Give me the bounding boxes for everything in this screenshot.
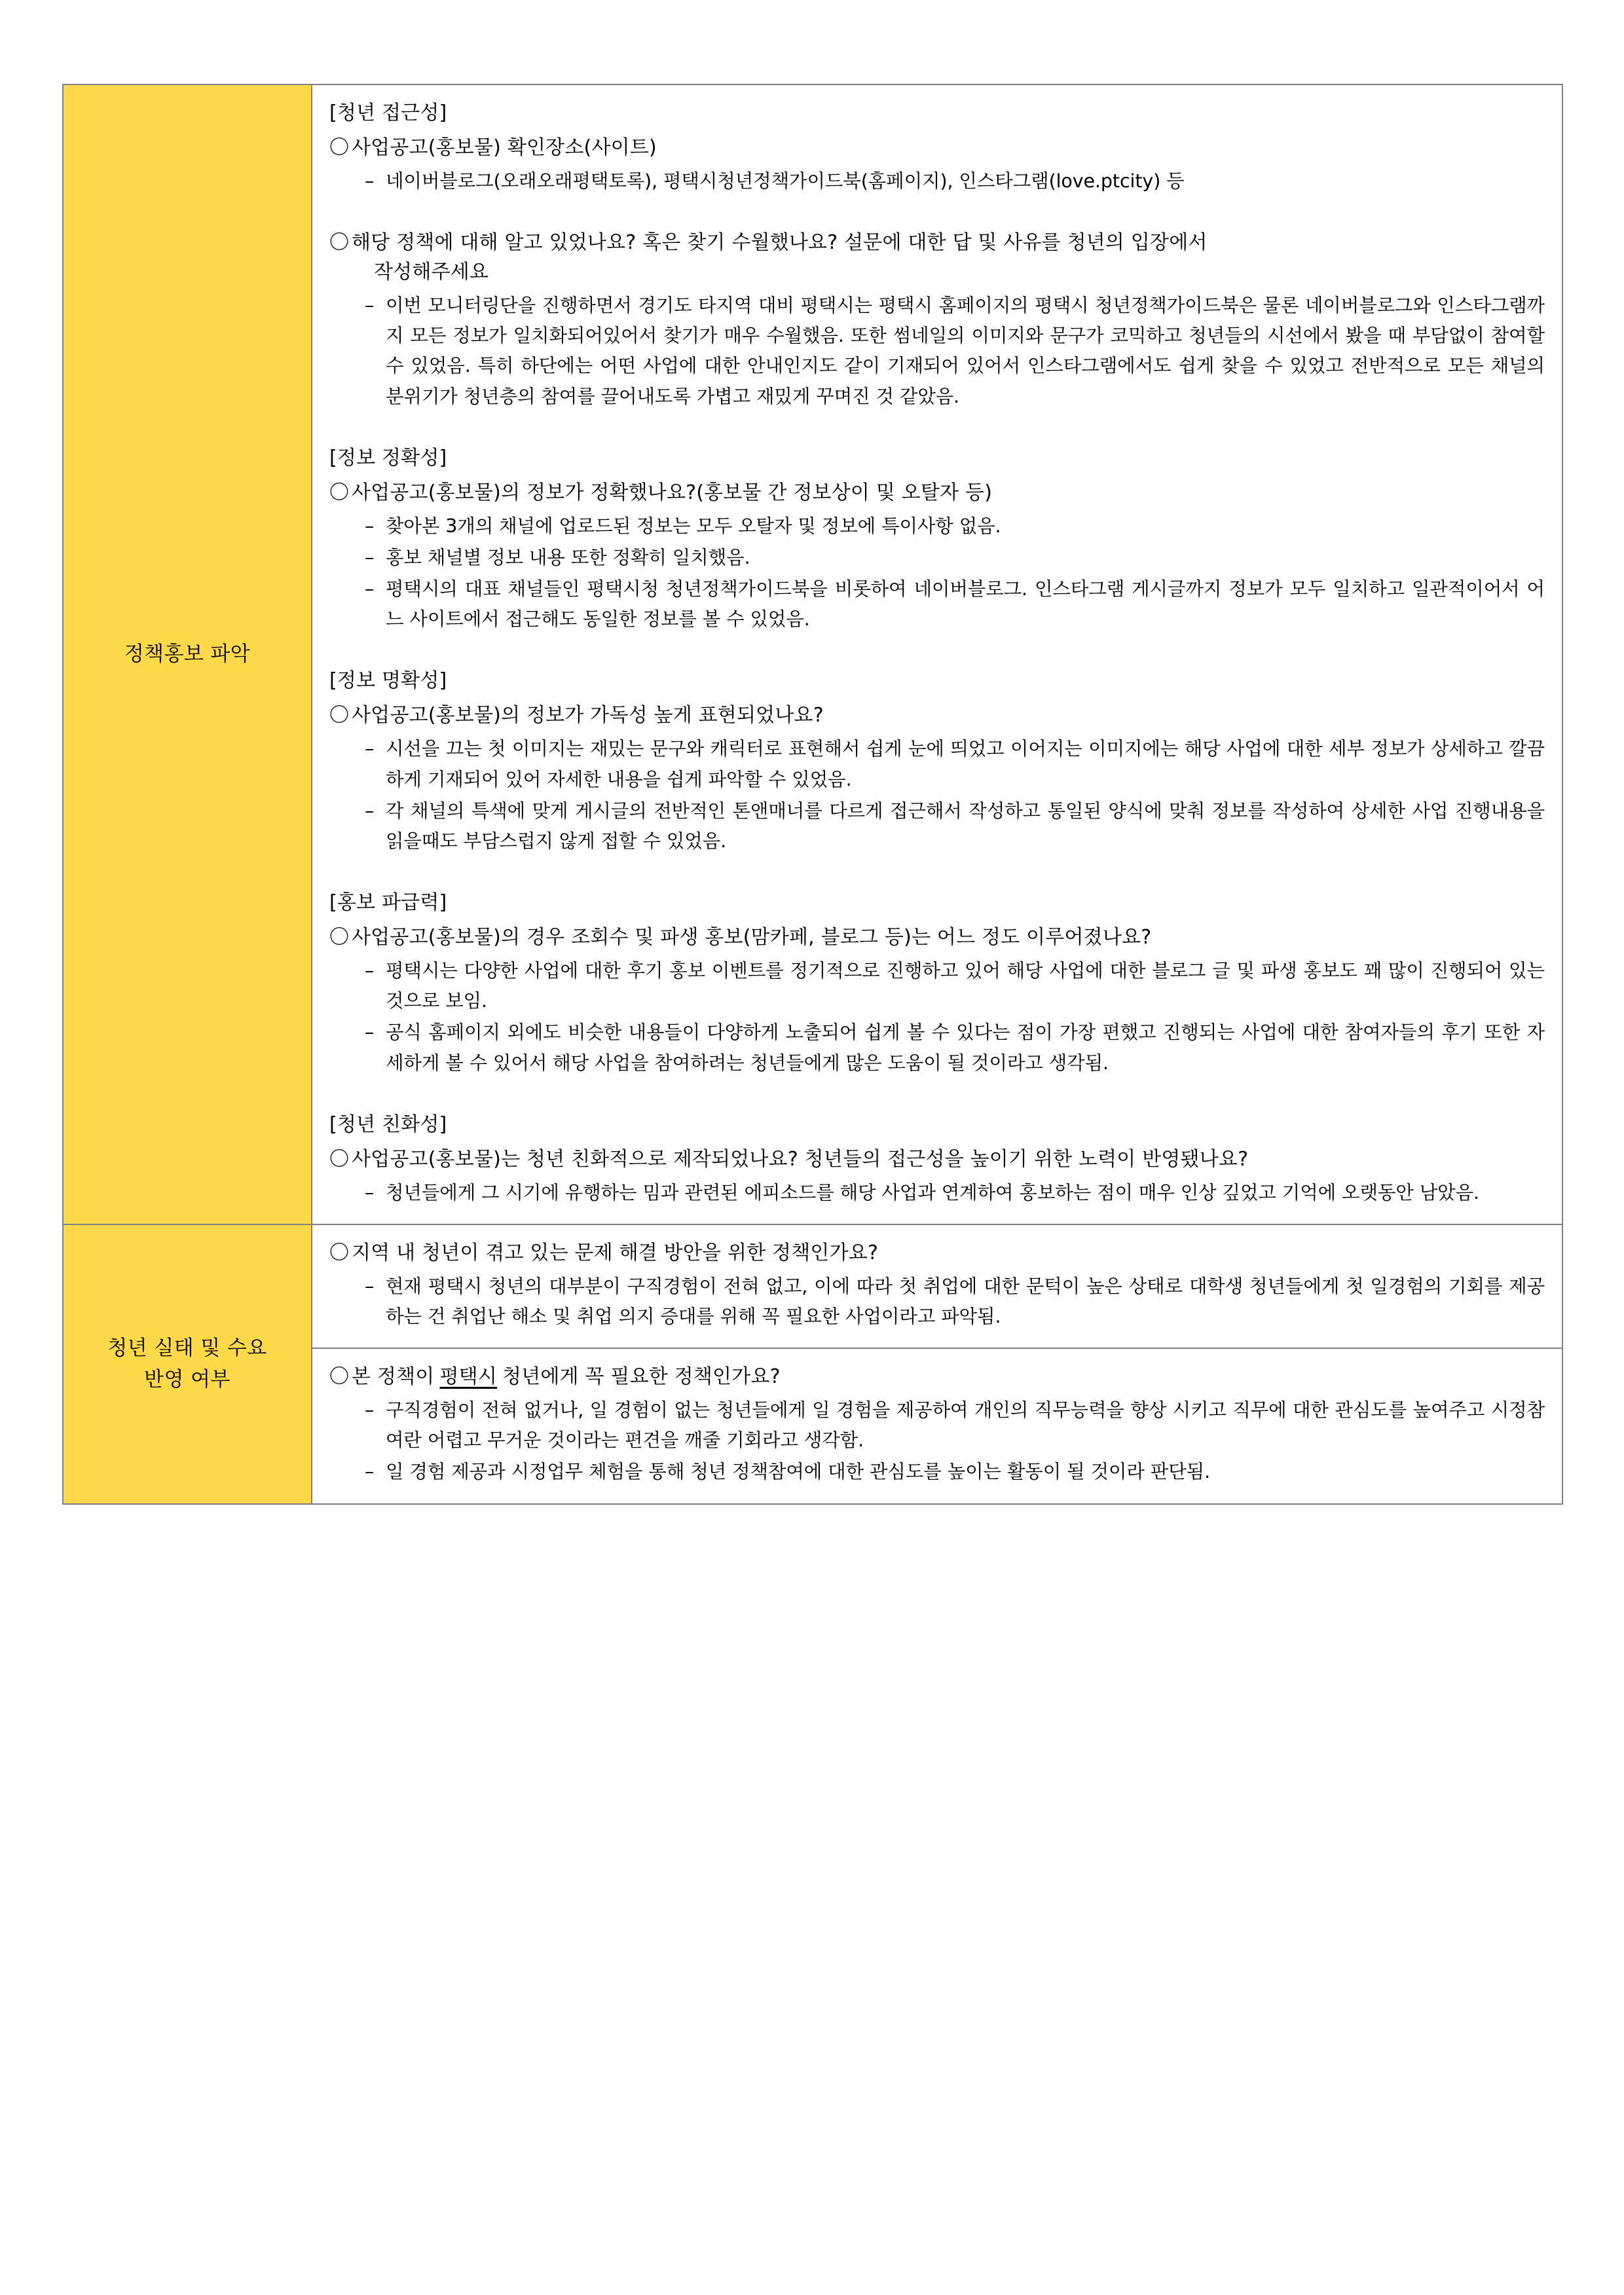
section-heading: [정보 정확성] <box>329 446 447 469</box>
section-heading: [청년 접근성] <box>329 101 447 124</box>
question-item <box>329 133 1545 162</box>
answer-item <box>329 291 1545 412</box>
answer-item <box>329 1395 1545 1456</box>
answer-text: 시선을 끄는 첫 이미지는 재밌는 문구와 캐릭터로 표현해서 쉽게 눈에 띄었고 이어지는 이미지에는 해당 사업에 대한 세부 정보가 상세하고 깔끔하게 기재되어 있어 자세한 내용을 쉽게 파악할 수 있었음. <box>386 738 1545 790</box>
answer-text: 찾아본 3개의 채널에 업로드된 정보는 모두 오탈자 및 정보에 특이사항 없음. <box>386 515 1001 537</box>
question-item <box>329 478 1545 507</box>
dash-bullet-icon: – <box>365 1399 375 1422</box>
row-label-text: 정책홍보 파악 <box>124 642 251 667</box>
question-item <box>329 1362 1545 1391</box>
dash-bullet-icon: – <box>365 799 375 822</box>
question-text: 사업공고(홍보물)의 정보가 가독성 높게 표현되었나요? <box>352 704 824 727</box>
dash-bullet-icon: – <box>365 170 375 192</box>
question-text: 사업공고(홍보물) 확인장소(사이트) <box>352 136 657 159</box>
answer-item <box>329 574 1545 634</box>
circle-bullet-icon: 〇 <box>329 1241 350 1264</box>
section-information-clarity <box>329 666 1545 856</box>
evaluation-table <box>62 84 1563 1505</box>
circle-bullet-icon: 〇 <box>329 136 350 159</box>
answer-item <box>329 956 1545 1016</box>
section-heading: [홍보 파급력] <box>329 891 447 915</box>
spacer <box>329 636 1545 666</box>
answer-item <box>329 1178 1545 1208</box>
row-content-youth-needs-b <box>312 1348 1562 1503</box>
circle-bullet-icon: 〇 <box>329 704 350 727</box>
section-heading: [정보 명확성] <box>329 669 447 693</box>
question-text-pre: 본 정책이 <box>352 1365 435 1389</box>
dash-bullet-icon: – <box>365 1181 375 1203</box>
answer-text: 평택시의 대표 채널들인 평택시청 청년정책가이드북을 비롯하여 네이버블로그. 인스타그램 게시글까지 정보가 모두 일치하고 일관적이어서 어느 사이트에서 접근해도 동일한 정보를 볼 수 있었음. <box>386 578 1545 631</box>
section-heading: [청년 친화성] <box>329 1112 447 1136</box>
answer-text: 이번 모니터링단을 진행하면서 경기도 타지역 대비 평택시는 평택시 홈페이지의 평택시 청년정책가이드북은 물론 네이버블로그와 인스타그램까지 모든 정보가 일치화되어있어서 찾기가 매우 수월했음. 또한 썸네일의 이미지와 문구가 코믹하고 청년들의 시선에서 봤을 때 부담없이 참여할 수 있었음. 특히 하단에는 어떤 사업에 대한 안내인지도 같이 기재되어 있어서 인스타그램에서도 쉽게 찾을 수 있었고 전반적으로 모든 채널의 분위기가 청년층의 참여를 끌어내도록 가볍고 재밌게 꾸며진 것 같았음. <box>386 295 1545 407</box>
row-content-policy-promotion <box>312 84 1562 1224</box>
question-text: 해당 정책에 대해 알고 있었나요? 혹은 찾기 수월했나요? 설문에 대한 답 및 사유를 청년의 입장에서 <box>352 231 1208 255</box>
circle-bullet-icon: 〇 <box>329 231 350 255</box>
row-label-youth-needs <box>63 1224 312 1504</box>
question-text: 사업공고(홍보물)는 청년 친화적으로 제작되었나요? 청년들의 접근성을 높이기 위한 노력이 반영됐나요? <box>352 1147 1249 1171</box>
section-youth-accessibility <box>329 98 1545 412</box>
answer-text: 네이버블로그(오래오래평택토록), 평택시청년정책가이드북(홈페이지), 인스타그램(love.ptcity) 등 <box>386 170 1185 192</box>
question-text-post: 청년에게 꼭 필요한 정책인가요? <box>502 1365 781 1389</box>
answer-item <box>329 511 1545 542</box>
question-text: 지역 내 청년이 겪고 있는 문제 해결 방안을 위한 정책인가요? <box>352 1241 879 1264</box>
dash-bullet-icon: – <box>365 1275 375 1297</box>
spacer <box>329 198 1545 228</box>
answer-text: 평택시는 다양한 사업에 대한 후기 홍보 이벤트를 정기적으로 진행하고 있어 해당 사업에 대한 블로그 글 및 파생 홍보도 꽤 많이 진행되어 있는 것으로 보임. <box>386 960 1545 1012</box>
answer-text: 청년들에게 그 시기에 유행하는 밈과 관련된 에피소드를 해당 사업과 연계하여 홍보하는 점이 매우 인상 깊었고 기억에 오랫동안 남았음. <box>386 1181 1479 1203</box>
dash-bullet-icon: – <box>365 1021 375 1044</box>
circle-bullet-icon: 〇 <box>329 1365 350 1389</box>
answer-item <box>329 166 1545 196</box>
table-row <box>63 84 1562 1224</box>
section-information-accuracy <box>329 443 1545 635</box>
row-content-youth-needs-a <box>312 1224 1562 1348</box>
spacer <box>329 1080 1545 1110</box>
answer-text: 현재 평택시 청년의 대부분이 구직경험이 전혀 없고, 이에 따라 첫 취업에 대한 문턱이 높은 상태로 대학생 청년들에게 첫 일경험의 기회를 제공하는 건 취업난 해소 및 취업 의지 증대를 위해 꼭 필요한 사업이라고 파악됨. <box>386 1275 1545 1327</box>
circle-bullet-icon: 〇 <box>329 1147 350 1171</box>
question-text: 사업공고(홍보물)의 정보가 정확했나요?(홍보물 간 정보상이 및 오탈자 등) <box>352 481 993 504</box>
section-youth-friendliness <box>329 1110 1545 1208</box>
dash-bullet-icon: – <box>365 546 375 568</box>
answer-item <box>329 543 1545 573</box>
question-item <box>329 923 1545 952</box>
question-item <box>329 1238 1545 1268</box>
answer-text: 일 경험 제공과 시정업무 체험을 통해 청년 정책참여에 대한 관심도를 높이는 활동이 될 것이라 판단됨. <box>386 1461 1211 1483</box>
dash-bullet-icon: – <box>365 738 375 760</box>
question-item <box>329 701 1545 730</box>
answer-text: 홍보 채널별 정보 내용 또한 정확히 일치했음. <box>386 546 750 568</box>
row-label-policy-promotion <box>63 84 312 1224</box>
dash-bullet-icon: – <box>365 960 375 982</box>
question-text: 사업공고(홍보물)의 경우 조회수 및 파생 홍보(맘카페, 블로그 등)는 어느 정도 이루어졌나요? <box>352 926 1152 949</box>
answer-text: 공식 홈페이지 외에도 비슷한 내용들이 다양하게 노출되어 쉽게 볼 수 있다는 점이 가장 편했고 진행되는 사업에 대한 참여자들의 후기 또한 자세하게 볼 수 있어서 해당 사업을 참여하려는 청년들에게 많은 도움이 될 것이라고 생각됨. <box>386 1021 1545 1074</box>
question-item <box>329 1145 1545 1174</box>
question-text-cont: 작성해주세요 <box>374 261 489 284</box>
dash-bullet-icon: – <box>365 1461 375 1483</box>
table-row <box>63 1224 1562 1348</box>
answer-item <box>329 734 1545 794</box>
answer-text: 구직경험이 전혀 없거나, 일 경험이 없는 청년들에게 일 경험을 제공하여 개인의 직무능력을 향상 시키고 직무에 대한 관심도를 높여주고 시정참여란 어렵고 무거운 것이라는 편견을 깨줄 기회라고 생각함. <box>386 1399 1545 1452</box>
answer-text: 각 채널의 특색에 맞게 게시글의 전반적인 톤앤매너를 다르게 접근해서 작성하고 통일된 양식에 맞춰 정보를 작성하여 상세한 사업 진행내용을 읽을때도 부담스럽지 않게 접할 수 있었음. <box>386 799 1545 852</box>
answer-item <box>329 796 1545 856</box>
section-promotion-reach <box>329 888 1545 1078</box>
circle-bullet-icon: 〇 <box>329 926 350 949</box>
answer-item <box>329 1457 1545 1487</box>
question-underlined-term: 평택시 <box>439 1365 498 1389</box>
dash-bullet-icon: – <box>365 515 375 537</box>
spacer <box>329 413 1545 443</box>
answer-item <box>329 1018 1545 1078</box>
row-label-line2: 반영 여부 <box>144 1368 231 1392</box>
dash-bullet-icon: – <box>365 295 375 317</box>
spacer <box>329 858 1545 888</box>
row-label-line1: 청년 실태 및 수요 <box>107 1336 267 1361</box>
dash-bullet-icon: – <box>365 578 375 600</box>
answer-item <box>329 1272 1545 1332</box>
circle-bullet-icon: 〇 <box>329 481 350 504</box>
question-item <box>329 228 1545 287</box>
